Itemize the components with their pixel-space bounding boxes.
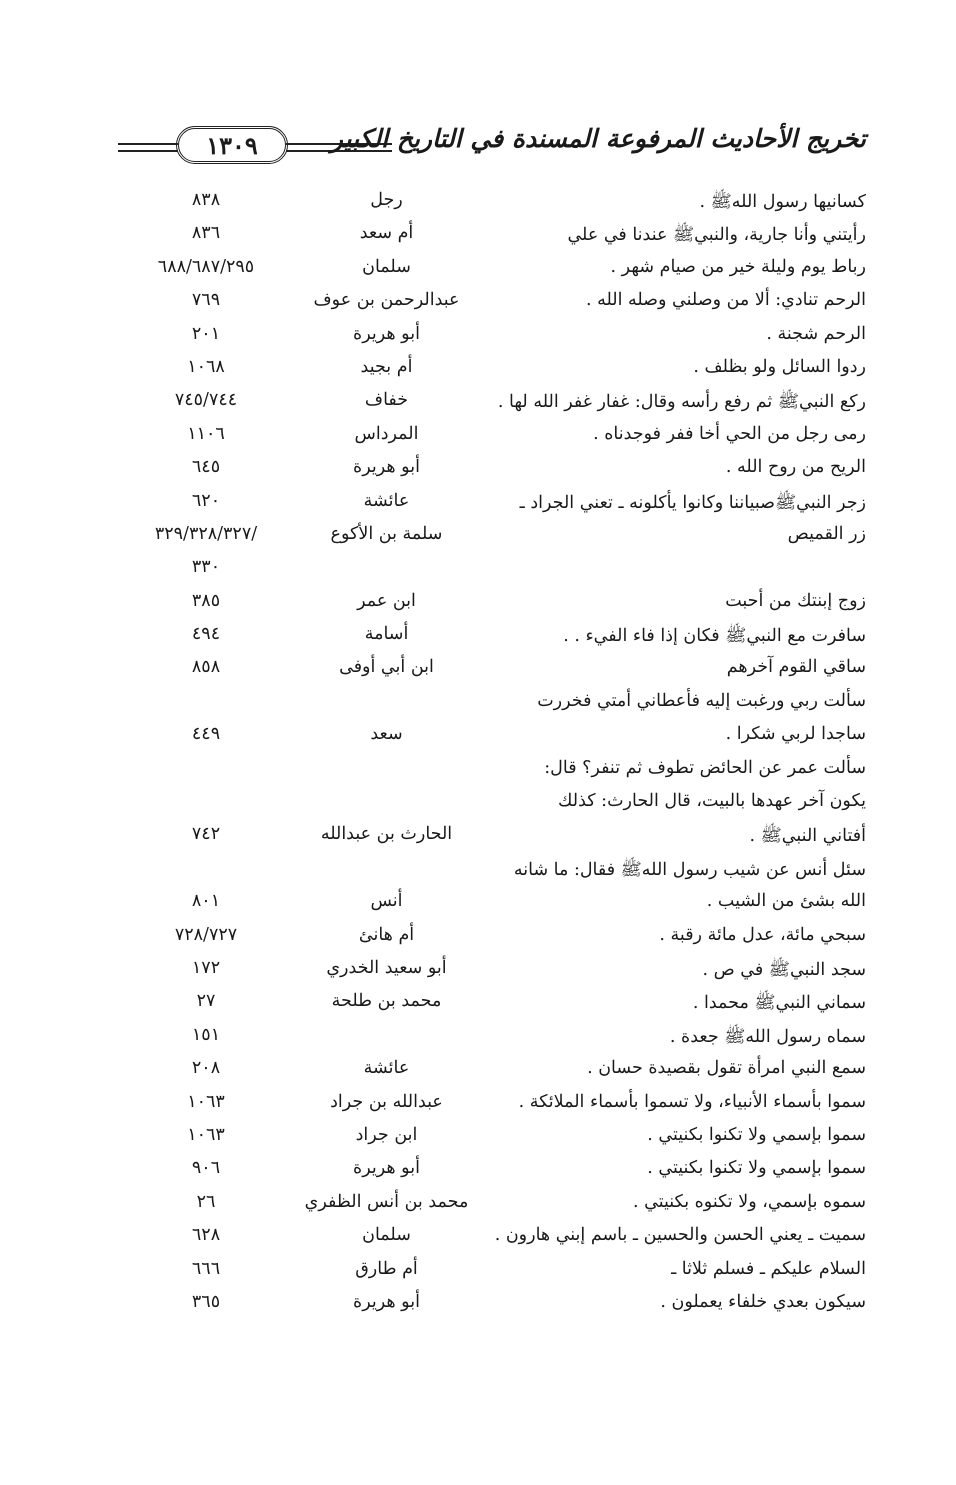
hadith-text: سميت ـ يعني الحسن والحسين ـ باسم إبني هارون . bbox=[494, 1225, 866, 1246]
page-header bbox=[118, 118, 866, 174]
narrator: محمد بن طلحة bbox=[331, 991, 442, 1012]
hadith-text: رأيتني وأنا جارية، والنبيﷺ عندنا في علي bbox=[567, 225, 866, 246]
reference-number: ١١٠٦ bbox=[187, 423, 225, 444]
reference-number: ٣٣٠ bbox=[191, 557, 221, 578]
hadith-text: رباط يوم وليلة خير من صيام شهر . bbox=[610, 256, 866, 277]
hadith-text: سموا بأسماء الأنبياء، ولا تسموا بأسماء الملائكة . bbox=[518, 1091, 866, 1112]
reference-number: ٧٤٢ bbox=[191, 824, 221, 845]
narrator: ابن عمر bbox=[357, 590, 416, 611]
narrator: سلمان bbox=[362, 256, 411, 277]
table-row bbox=[118, 520, 866, 553]
running-title: تخريج الأحاديث المرفوعة المسندة في التاريخ الكبير bbox=[330, 124, 866, 153]
hadith-text: ساجدا لربي شكرا . bbox=[725, 724, 866, 745]
reference-number: ٣٦٥ bbox=[191, 1291, 221, 1312]
table-row bbox=[118, 954, 866, 987]
table-row bbox=[118, 787, 866, 820]
table-row bbox=[118, 286, 866, 319]
narrator: أنس bbox=[370, 891, 403, 912]
hadith-text: كسانيها رسول اللهﷺ . bbox=[699, 192, 866, 212]
page-number: ١٣٠٩ bbox=[206, 130, 258, 160]
narrator: ابن جراد bbox=[355, 1124, 418, 1145]
narrator: أبو هريرة bbox=[353, 1158, 420, 1179]
hadith-text: سمع النبي امرأة تقول بقصيدة حسان . bbox=[587, 1058, 866, 1079]
hadith-text: الرحم تنادي: ألا من وصلني وصله الله . bbox=[585, 290, 866, 311]
table-row bbox=[118, 687, 866, 720]
table-row bbox=[118, 1088, 866, 1121]
table-row bbox=[118, 1288, 866, 1321]
table-row bbox=[118, 353, 866, 386]
table-row bbox=[118, 386, 866, 419]
reference-number: ٦٤٥ bbox=[191, 457, 221, 478]
hadith-text: ركع النبيﷺ ثم رفع رأسه وقال: غفار غفر الله لها . bbox=[497, 392, 866, 413]
reference-number: ١٠٦٨ bbox=[187, 356, 225, 377]
hadith-text: سئل أنس عن شيب رسول اللهﷺ فقال: ما شانه bbox=[513, 859, 866, 880]
narrator: أبو هريرة bbox=[353, 323, 420, 344]
reference-number: ٦٦٦ bbox=[191, 1258, 221, 1279]
table-row bbox=[118, 887, 866, 920]
hadith-text: رمى رجل من الحي أخا ففر فوجدناه . bbox=[593, 423, 866, 444]
table-row bbox=[118, 1154, 866, 1187]
reference-number: /٣٢٩/٣٢٨/٣٢٧ bbox=[154, 523, 258, 544]
hadith-text: سبحي مائة، عدل مائة رقبة . bbox=[659, 924, 866, 945]
hadith-text: سألت عمر عن الحائض تطوف ثم تنفر؟ قال: bbox=[544, 757, 866, 778]
table-row bbox=[118, 487, 866, 520]
narrator: عائشة bbox=[363, 1058, 410, 1079]
table-row bbox=[118, 420, 866, 453]
hadith-index-table bbox=[118, 186, 866, 1321]
reference-number: ٧٦٩ bbox=[191, 290, 221, 311]
narrator: ابن أبي أوفى bbox=[339, 657, 434, 678]
reference-number: ٢٧ bbox=[196, 991, 216, 1012]
reference-number: ٨٠١ bbox=[191, 891, 221, 912]
reference-number: ٧٤٥/٧٤٤ bbox=[174, 390, 238, 411]
narrator: عائشة bbox=[363, 490, 410, 511]
reference-number: ٤٩٤ bbox=[191, 624, 221, 645]
hadith-text: الله بشئ من الشيب . bbox=[706, 891, 866, 912]
table-row bbox=[118, 653, 866, 686]
reference-number: ١٠٦٣ bbox=[187, 1124, 225, 1145]
narrator: أم هانئ bbox=[358, 924, 415, 945]
reference-number: ١٥١ bbox=[191, 1024, 221, 1045]
reference-number: ١٧٢ bbox=[191, 957, 221, 978]
hadith-text: سماني النبيﷺ محمدا . bbox=[692, 993, 866, 1014]
table-row bbox=[118, 253, 866, 286]
hadith-text: يكون آخر عهدها بالبيت، قال الحارث: كذلك bbox=[558, 791, 866, 812]
table-row bbox=[118, 453, 866, 486]
table-row bbox=[118, 987, 866, 1020]
hadith-text: سماه رسول اللهﷺ جعدة . bbox=[669, 1026, 866, 1047]
narrator: الحارث بن عبدالله bbox=[320, 824, 453, 845]
table-row bbox=[118, 587, 866, 620]
reference-number: ٤٤٩ bbox=[191, 724, 221, 745]
table-row bbox=[118, 1121, 866, 1154]
narrator: خفاف bbox=[364, 390, 409, 411]
reference-number: ٨٣٦ bbox=[191, 223, 221, 244]
hadith-text: سموا بإسمي ولا تكنوا بكنيتي . bbox=[647, 1158, 866, 1179]
hadith-text: سموه بإسمي، ولا تكنوه بكنيتي . bbox=[632, 1191, 866, 1212]
narrator: عبدالله بن جراد bbox=[330, 1091, 443, 1112]
narrator: محمد بن أنس الظفري bbox=[304, 1191, 469, 1212]
reference-number: ٨٣٨ bbox=[191, 190, 221, 210]
narrator: عبدالرحمن بن عوف bbox=[313, 290, 460, 311]
reference-number: ٩٠٦ bbox=[191, 1158, 221, 1179]
narrator: أبو سعيد الخدري bbox=[326, 957, 447, 978]
narrator: المرداس bbox=[354, 423, 419, 444]
hadith-text: الريح من روح الله . bbox=[725, 457, 866, 478]
hadith-text: ساقي القوم آخرهم bbox=[726, 657, 866, 678]
hadith-text: أفتاني النبيﷺ . bbox=[749, 826, 866, 847]
table-row bbox=[118, 720, 866, 753]
narrator: أم طارق bbox=[355, 1258, 418, 1279]
table-row bbox=[118, 186, 866, 219]
reference-number: ٦٢٠ bbox=[191, 490, 221, 511]
table-row bbox=[118, 1054, 866, 1087]
reference-number: ٧٢٨/٧٢٧ bbox=[174, 924, 238, 945]
hadith-text: سجد النبيﷺ في ص . bbox=[702, 959, 866, 980]
hadith-text: سألت ربي ورغبت إليه فأعطاني أمتي فخررت bbox=[537, 690, 866, 711]
hadith-text: سموا بإسمي ولا تكنوا بكنيتي . bbox=[647, 1124, 866, 1145]
hadith-text: سيكون بعدي خلفاء يعملون . bbox=[660, 1291, 866, 1312]
narrator: أبو هريرة bbox=[353, 1291, 420, 1312]
narrator: سلمة بن الأكوع bbox=[330, 523, 443, 544]
reference-number: ٨٥٨ bbox=[191, 657, 221, 678]
table-row bbox=[118, 854, 866, 887]
reference-number: ٦٢٨ bbox=[191, 1225, 221, 1246]
narrator: أبو هريرة bbox=[353, 457, 420, 478]
table-row bbox=[118, 820, 866, 853]
hadith-text: ردوا السائل ولو بظلف . bbox=[693, 356, 866, 377]
narrator: أم سعد bbox=[359, 223, 414, 244]
table-row bbox=[118, 921, 866, 954]
hadith-text: الرحم شجنة . bbox=[766, 323, 866, 344]
narrator: أم بجيد bbox=[360, 356, 413, 377]
table-row bbox=[118, 1221, 866, 1254]
hadith-text: سافرت مع النبيﷺ فكان إذا فاء الفيء . . bbox=[563, 626, 866, 647]
narrator: رجل bbox=[370, 190, 403, 210]
reference-number: ٣٨٥ bbox=[191, 590, 221, 611]
narrator: سلمان bbox=[362, 1225, 411, 1246]
reference-number: ٢٠١ bbox=[191, 323, 221, 344]
table-row bbox=[118, 1188, 866, 1221]
narrator: أسامة bbox=[364, 624, 409, 645]
hadith-text: زجر النبيﷺصبياننا وكانوا يأكلونه ـ تعني الجراد ـ bbox=[519, 492, 866, 513]
reference-number: ٦٨٨/٦٨٧/٢٩٥ bbox=[157, 256, 255, 277]
reference-number: ٢٠٨ bbox=[191, 1058, 221, 1079]
hadith-text: زوج إبنتك من أحبت bbox=[725, 590, 866, 611]
table-row bbox=[118, 320, 866, 353]
reference-number: ١٠٦٣ bbox=[187, 1091, 225, 1112]
narrator: سعد bbox=[370, 724, 403, 745]
table-row bbox=[118, 620, 866, 653]
reference-number: ٢٦ bbox=[196, 1191, 216, 1212]
table-row bbox=[118, 754, 866, 787]
page-number-badge bbox=[176, 126, 288, 164]
hadith-text: زر القميص bbox=[787, 523, 866, 544]
table-row bbox=[118, 553, 866, 586]
table-row bbox=[118, 1255, 866, 1288]
table-row bbox=[118, 219, 866, 252]
hadith-text: السلام عليكم ـ فسلم ثلاثا ـ bbox=[671, 1258, 866, 1279]
header-rule-left bbox=[118, 143, 178, 152]
table-row bbox=[118, 1021, 866, 1054]
